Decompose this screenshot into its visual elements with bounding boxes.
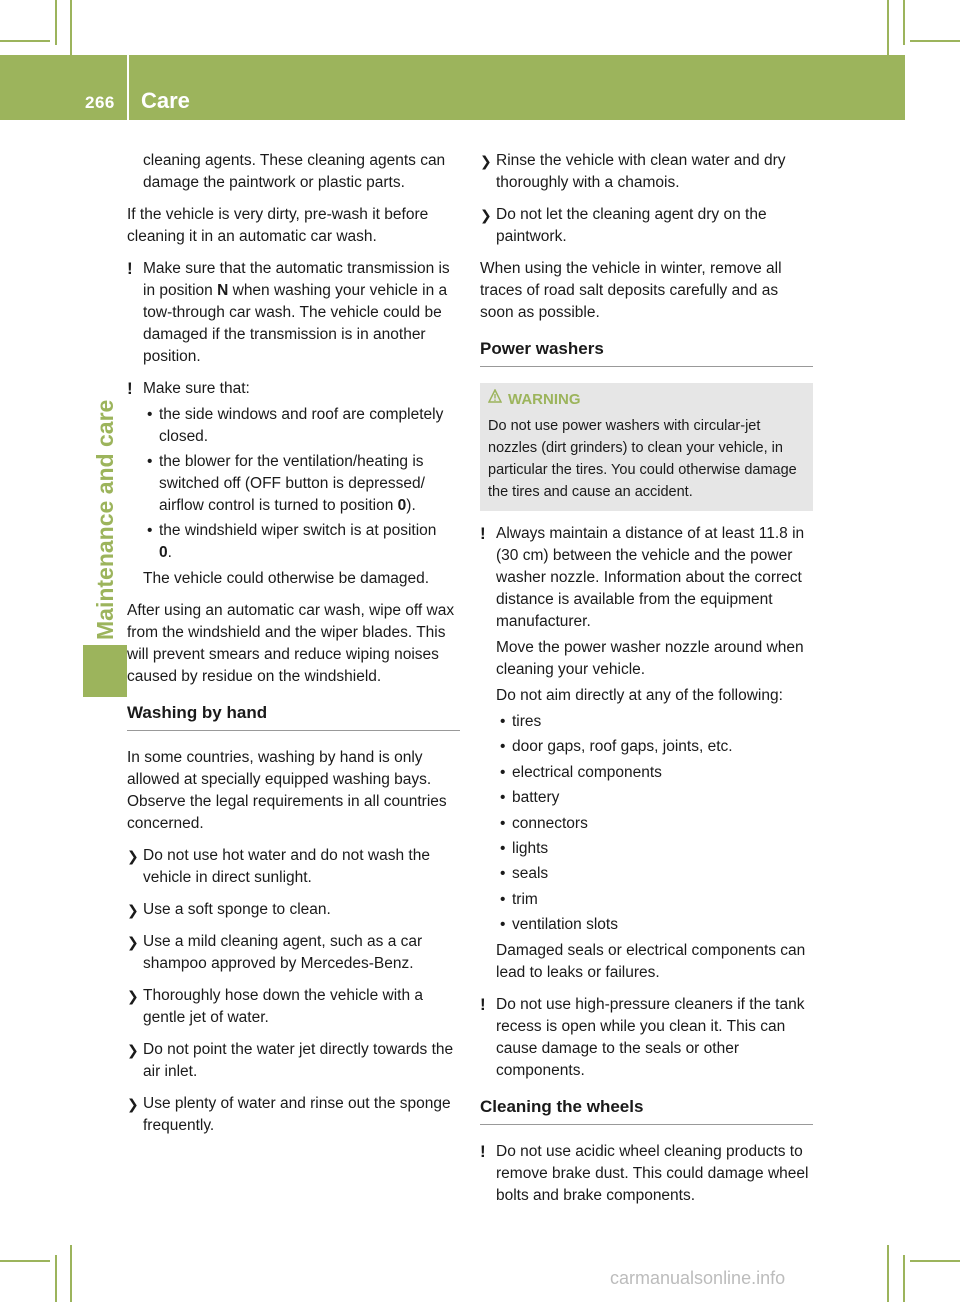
arrow-icon: ❯	[127, 1096, 139, 1112]
exclamation-icon: !	[127, 379, 133, 398]
arrow-icon: ❯	[127, 902, 139, 918]
crop-mark	[887, 1245, 889, 1302]
left-column	[127, 150, 460, 1147]
list-item: • the blower for the ventilation/heating is switched off (OFF button is depressed/ airflow control is turned to position 0).	[127, 451, 460, 517]
step-item: ❯ Use a soft sponge to clean.	[127, 899, 460, 921]
paragraph: cleaning agents. These cleaning agents can damage the paintwork or plastic parts.	[143, 152, 446, 191]
warning-text: Do not use power washers with circular-jet nozzles (dirt grinders) to clean your vehicle, in particular the tires. You could otherwise damage the tires and cause an accident.	[488, 418, 797, 500]
crop-mark	[910, 1260, 960, 1262]
warning-icon	[488, 388, 502, 410]
section-heading: Cleaning the wheels	[480, 1096, 813, 1125]
warning-title: WARNING	[488, 389, 805, 411]
list-item: • tires	[480, 711, 813, 733]
header-divider	[127, 55, 129, 120]
crop-mark	[910, 40, 960, 42]
crop-mark	[0, 1260, 50, 1262]
paragraph: If the vehicle is very dirty, pre-wash it before cleaning it in an automatic car wash.	[127, 206, 429, 245]
arrow-icon: ❯	[127, 988, 139, 1004]
crop-mark	[55, 0, 57, 45]
paragraph: Move the power washer nozzle around when cleaning your vehicle.	[496, 639, 804, 678]
arrow-icon: ❯	[127, 934, 139, 950]
step-item: ❯ Use a mild cleaning agent, such as a car shampoo approved by Mercedes-Benz.	[127, 933, 423, 972]
exclamation-icon: !	[480, 994, 486, 1014]
arrow-icon: ❯	[127, 1042, 139, 1058]
list-item: • the side windows and roof are completely closed.	[127, 404, 460, 448]
list-item: • seals	[480, 863, 813, 885]
caution-note: ! Make sure that:	[127, 379, 250, 398]
crop-mark	[55, 1255, 57, 1302]
crop-mark	[903, 1255, 905, 1302]
caution-note: ! Always maintain a distance of at least 11.8 in (30 cm) between the vehicle and the power washer nozzle. Information about the correct distance is available from the equipment manufacturer.	[480, 524, 805, 630]
warning-box	[480, 383, 813, 511]
step-item: ❯ Do not point the water jet directly towards the air inlet.	[127, 1041, 454, 1080]
list-item: • lights	[480, 838, 813, 860]
arrow-icon: ❯	[127, 848, 139, 864]
paragraph: Damaged seals or electrical components can lead to leaks or failures.	[496, 941, 806, 981]
exclamation-icon: !	[127, 259, 133, 278]
crop-mark	[70, 1245, 72, 1302]
step-item: ❯ Thoroughly hose down the vehicle with a gentle jet of water.	[127, 987, 424, 1026]
crop-mark	[70, 0, 72, 55]
section-title: Care	[141, 88, 190, 113]
crop-mark	[0, 40, 50, 42]
arrow-icon: ❯	[480, 207, 492, 223]
page-number: 266	[85, 93, 115, 112]
list-item: • the windshield wiper switch is at position 0.	[127, 520, 460, 564]
watermark-text: carmanualsonline.info	[610, 1268, 786, 1288]
list-item: • connectors	[480, 813, 813, 835]
right-column	[480, 150, 813, 1217]
step-item: ❯ Do not use hot water and do not wash the vehicle in direct sunlight.	[127, 847, 430, 886]
caution-note: ! Do not use high-pressure cleaners if the tank recess is open while you clean it. This can cause damage to the seals or other components.	[480, 994, 805, 1079]
caution-note: ! Make sure that the automatic transmission is in position N when washing your vehicle in a tow-through car wash. The vehicle could be damaged if the transmission is in another position.	[127, 259, 450, 365]
caution-note: ! Do not use acidic wheel cleaning products to remove brake dust. This could damage wheel bolts and brake components.	[480, 1141, 809, 1204]
page-header	[0, 55, 905, 120]
section-heading: Power washers	[480, 338, 813, 367]
list-item: • trim	[480, 889, 813, 911]
list-item: • ventilation slots	[480, 914, 813, 936]
exclamation-icon: !	[480, 524, 486, 543]
list-item: • door gaps, roof gaps, joints, etc.	[480, 736, 813, 758]
side-tab-label: Maintenance and care	[92, 399, 118, 640]
arrow-icon: ❯	[480, 153, 492, 169]
list-item: • electrical components	[480, 762, 813, 784]
side-tab-block	[83, 645, 127, 697]
paragraph: The vehicle could otherwise be damaged.	[143, 570, 430, 587]
paragraph: Do not aim directly at any of the following:	[496, 687, 783, 704]
exclamation-icon: !	[480, 1141, 486, 1161]
crop-mark	[887, 0, 889, 55]
paragraph: In some countries, washing by hand is only allowed at specially equipped washing bays. Observe the legal requirements in all countries concerned.	[127, 749, 447, 832]
step-item: ❯ Use plenty of water and rinse out the sponge frequently.	[127, 1095, 451, 1134]
step-item: ❯ Do not let the cleaning agent dry on the paintwork.	[480, 206, 767, 245]
crop-mark	[903, 0, 905, 45]
step-item: ❯ Rinse the vehicle with clean water and dry thoroughly with a chamois.	[480, 152, 786, 191]
paragraph: When using the vehicle in winter, remove all traces of road salt deposits carefully and as soon as possible.	[480, 260, 782, 321]
paragraph: After using an automatic car wash, wipe off wax from the windshield and the wiper blades. This will prevent smears and reduce wiping noises caused by residue on the windshield.	[127, 602, 455, 685]
section-heading: Washing by hand	[127, 702, 460, 731]
list-item: • battery	[480, 787, 813, 809]
